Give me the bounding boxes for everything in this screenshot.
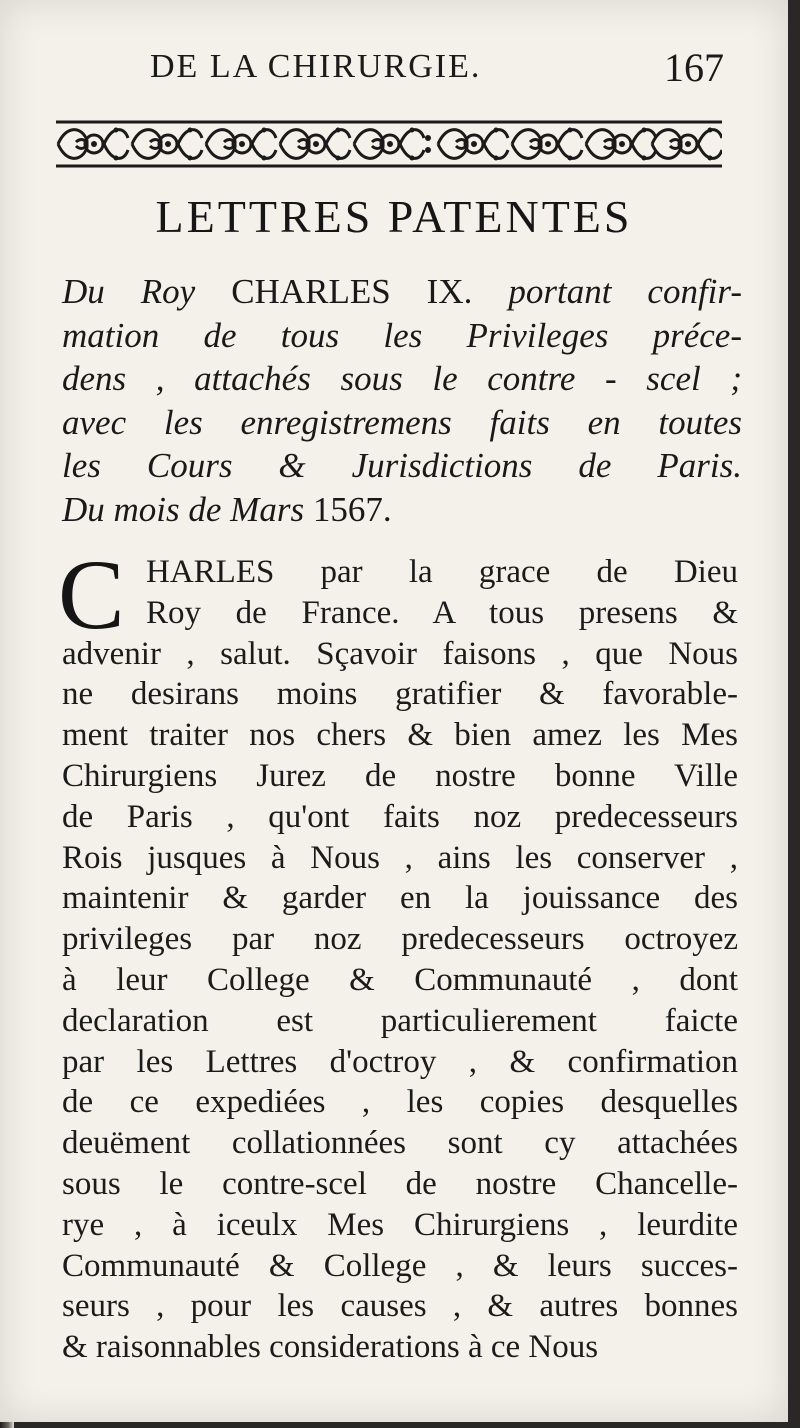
body-line: advenir , salut. Sçavoir faisons , que Nous [62,635,738,672]
subtitle-segment: CHARLES IX. [231,272,509,311]
subtitle-segment: les Cours & Jurisdictions de Paris. [62,446,742,485]
running-head: DE LA CHIRURGIE. [150,48,482,85]
body-line: de Paris , qu'ont faits noz predecesseurs [62,798,738,835]
body-line: privileges par noz predecesseurs octroyez [62,921,738,958]
subtitle-segment: dens , attachés sous le contre - scel ; [62,359,742,398]
ornament-band-icon [56,118,722,170]
subtitle-line [62,357,742,401]
drop-cap: C [58,539,125,650]
subtitle-segment: mation de tous les Privileges préce- [62,315,742,355]
subtitle-segment: 1567. [312,489,392,529]
body-line: seurs , pour les causes , & autres bonnes [62,1288,738,1325]
subtitle-segment: Du mois de Mars [62,489,313,529]
subtitle-line [62,401,742,445]
body-text [58,539,738,1368]
subtitle-line [62,488,742,532]
subtitle-segment: Du Roy [62,272,232,311]
body-line: HARLES par la grace de Dieu [146,554,738,590]
subtitle-line [62,314,742,358]
body-line: Chirurgiens Jurez de nostre bonne Ville [62,757,738,794]
body-line: sous le contre-scel de nostre Chancelle- [62,1165,738,1202]
subtitle-segment: portant confir- [508,272,742,311]
body-line: ne desirans moins gratifier & favorable- [62,676,738,713]
document-title: LETTRES PATENTES [155,191,633,242]
subtitle-segment: avec les enregistremens faits en toutes [62,402,742,442]
body-line: declaration est particulierement faicte [62,1002,738,1039]
body-line: Roy de France. A tous presens & [146,594,738,631]
body-line: de ce expediées , les copies desquelles [62,1084,738,1121]
document-subtitle [62,270,742,531]
body-line: & raisonnables considerations à ce Nous [62,1329,599,1366]
body-line: Rois jusques à Nous , ains les conserver , [62,839,738,876]
body-line: Communauté & College , & leurs succes- [62,1247,738,1284]
subtitle-line [62,270,742,314]
page-number: 167 [664,45,724,90]
body-line: ment traiter nos chers & bien amez les Mes [62,717,738,754]
body-line: par les Lettres d'octroy , & confirmation [62,1043,738,1080]
body-line: rye , à iceulx Mes Chirurgiens , leurdite [62,1206,738,1243]
body-line: à leur College & Communauté , dont [62,961,738,998]
body-line: maintenir & garder en la jouissance des [62,880,738,917]
subtitle-line [62,444,742,488]
body-line: deuëment collationnées sont cy attachées [62,1125,738,1162]
